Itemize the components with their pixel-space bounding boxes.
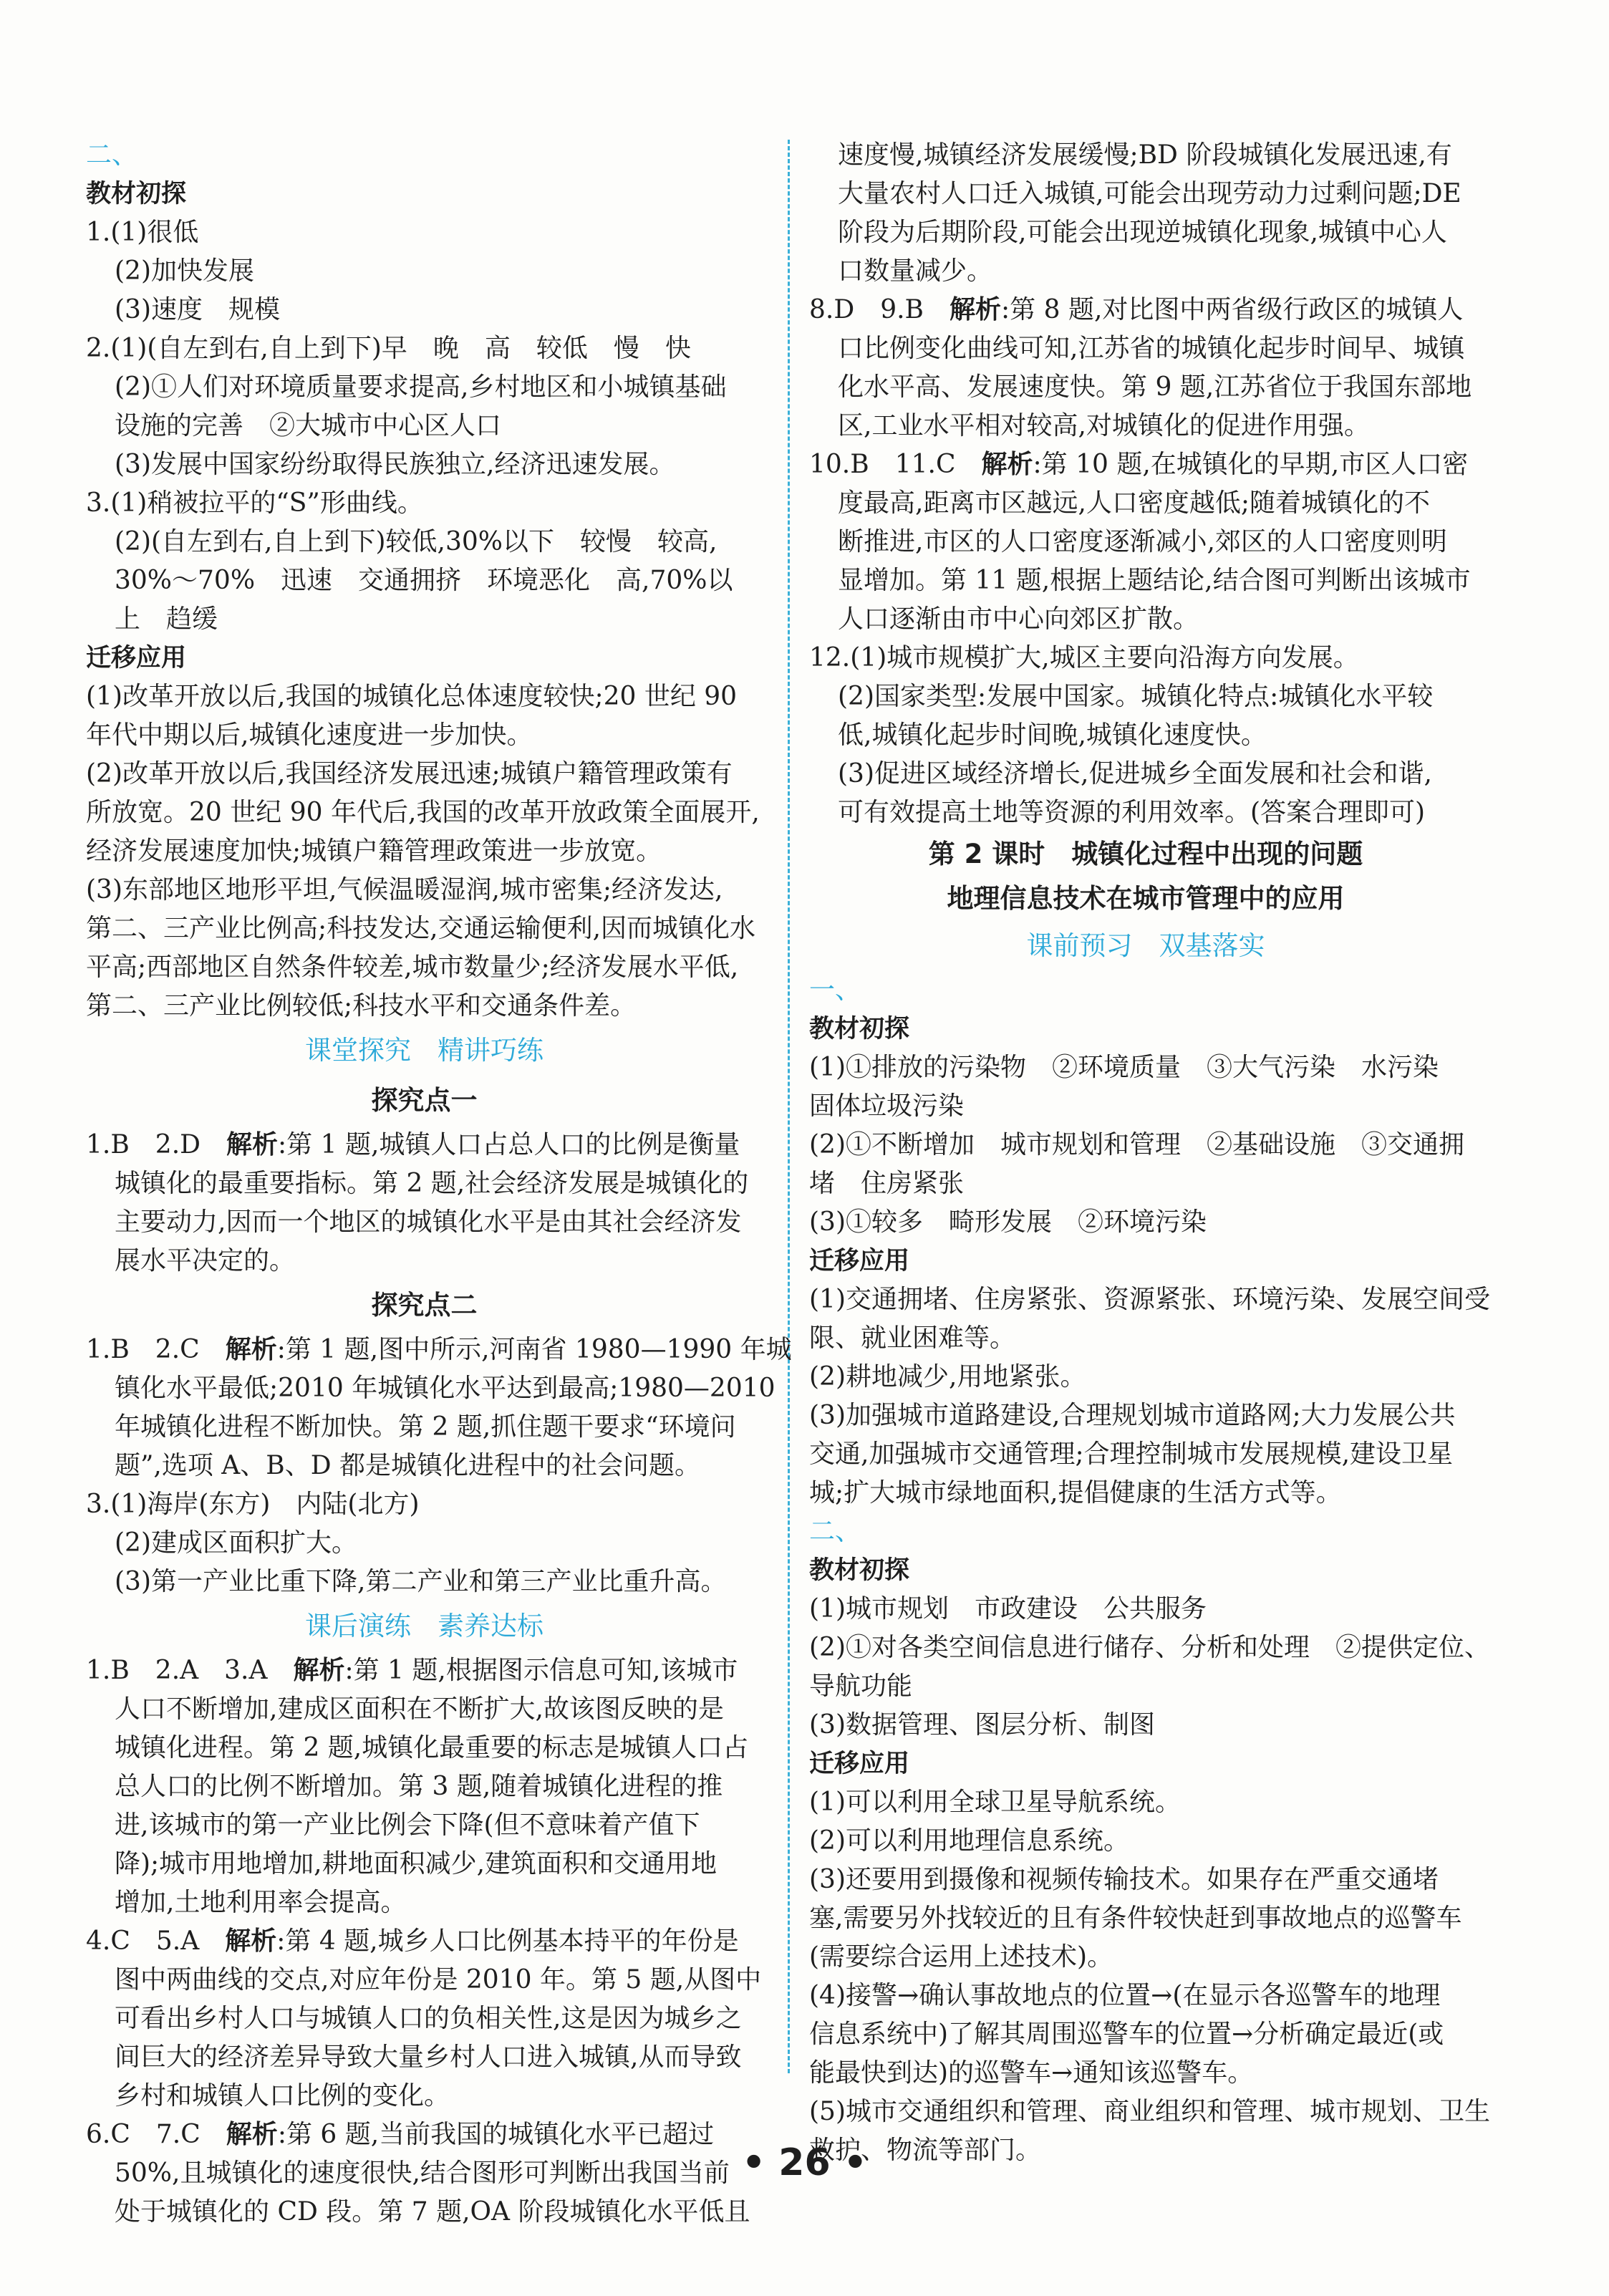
analysis-label: 解析 [293, 1656, 345, 1685]
answer-line: 12.(1)城市规模扩大,城区主要向沿海方向发展。 [809, 643, 1359, 672]
answer-line [86, 1651, 763, 1690]
answer-line: (2)建成区面积扩大。 [115, 1528, 357, 1558]
answer-line: (需要综合运用上述技术)。 [809, 1942, 1113, 1972]
answer-line: 断推进,市区的人口密度逐渐减小,郊区的人口密度则明 [838, 527, 1447, 556]
answer-line: (5)城市交通组织和管理、商业组织和管理、城市规划、卫生 [809, 2097, 1490, 2126]
answer-key: 10.B 11.C [809, 450, 982, 479]
subsection-heading: 迁移应用 [86, 644, 187, 672]
answer-line: (2)加快发展 [115, 256, 254, 286]
answer-line: 50%,且城镇化的速度很快,结合图形可判断出我国当前 [115, 2158, 730, 2188]
answer-line: (3)还要用到摄像和视频传输技术。如果存在严重交通堵 [809, 1865, 1439, 1894]
answer-line: (3)第一产业比重下降,第二产业和第三产业比重升高。 [115, 1567, 727, 1596]
left-column [86, 136, 792, 2232]
section-heading: 二、 [86, 140, 138, 170]
subsection-heading: 教材初探 [86, 180, 187, 208]
answer-line: (3)数据管理、图层分析、制图 [809, 1710, 1155, 1740]
section-banner: 课堂探究 精讲巧练 [305, 1035, 543, 1066]
section-banner: 课前预习 双基落实 [1026, 930, 1265, 961]
answer-line [86, 1331, 792, 1369]
right-column [809, 136, 1490, 2170]
section-heading: 一、 [809, 975, 861, 1005]
answer-line: (1)改革开放以后,我国的城镇化总体速度较快;20 世纪 90 [86, 682, 738, 711]
answer-line: 1.(1)很低 [86, 218, 199, 247]
answer-key: 8.D 9.B [809, 295, 950, 324]
answer-line: 年城镇化进程不断加快。第 2 题,抓住题干要求“环境问 [115, 1412, 736, 1442]
answer-line: 第二、三产业比例较低;科技水平和交通条件差。 [86, 991, 637, 1021]
analysis-text: :第 1 题,城镇人口占总人口的比例是衡量 [278, 1130, 740, 1159]
answer-key: 1.B 2.D [86, 1130, 227, 1159]
section-heading: 二、 [809, 1517, 861, 1546]
analysis-label: 解析 [226, 2120, 278, 2149]
answer-line: 3.(1)稍被拉平的“S”形曲线。 [86, 488, 423, 518]
answer-line: 城;扩大城市绿地面积,提倡健康的生活方式等。 [809, 1478, 1342, 1508]
analysis-label: 解析 [225, 1926, 277, 1956]
analysis-label: 解析 [981, 450, 1033, 479]
answer-line: 平高;西部地区自然条件较差,城市数量少;经济发展水平低, [86, 952, 739, 982]
answer-line: 阶段为后期阶段,可能会出现逆城镇化现象,城镇中心人 [838, 218, 1447, 247]
subsection-heading: 迁移应用 [809, 1750, 910, 1778]
answer-line: 能最快到达)的巡警车→通知该巡警车。 [809, 2058, 1254, 2088]
answer-line: 总人口的比例不断增加。第 3 题,随着城镇化进程的推 [115, 1772, 723, 1801]
answer-line [86, 1922, 763, 1961]
answer-line: 度最高,距离市区越远,人口密度越低;随着城镇化的不 [838, 488, 1431, 518]
answer-line: 镇化水平最低;2010 年城镇化水平达到最高;1980—2010 [115, 1374, 775, 1403]
answer-line: 人口逐渐由市中心向郊区扩散。 [838, 604, 1199, 634]
answer-line: (2)①对各类空间信息进行储存、分析和处理 ②提供定位、 [809, 1633, 1490, 1662]
section-banner: 课后演练 素养达标 [305, 1611, 543, 1641]
answer-line: 区,工业水平相对较高,对城镇化的促进作用强。 [838, 411, 1370, 440]
column-divider [788, 140, 790, 2073]
answer-line: (1)①排放的污染物 ②环境质量 ③大气污染 水污染 [809, 1053, 1439, 1082]
answer-line: 城镇化的最重要指标。第 2 题,社会经济发展是城镇化的 [115, 1169, 749, 1198]
point-heading: 探究点一 [371, 1085, 478, 1116]
answer-line: (1)可以利用全球卫星导航系统。 [809, 1788, 1181, 1817]
answer-line: 限、就业困难等。 [809, 1323, 1016, 1353]
answer-line: (2)可以利用地理信息系统。 [809, 1826, 1129, 1856]
answer-line: (3)①较多 畸形发展 ②环境污染 [809, 1207, 1207, 1237]
answer-line: 化水平高、发展速度快。第 9 题,江苏省位于我国东部地 [838, 372, 1472, 402]
answer-line: (3)速度 规模 [115, 295, 280, 324]
answer-line: 固体垃圾污染 [809, 1091, 965, 1121]
point-heading: 探究点二 [371, 1290, 478, 1321]
answer-key: 1.B 2.C [86, 1335, 226, 1364]
answer-line: 间巨大的经济差异导致大量乡村人口进入城镇,从而导致 [115, 2042, 742, 2072]
answer-line: 2.(1)(自左到右,自上到下)早 晚 高 较低 慢 快 [86, 334, 691, 363]
answer-line: 进,该城市的第一产业比例会下降(但不意味着产值下 [115, 1810, 700, 1840]
answer-line: 大量农村人口迁入城镇,可能会出现劳动力过剩问题;DE [838, 179, 1461, 208]
answer-line: 处于城镇化的 CD 段。第 7 题,OA 阶段城镇化水平低且 [115, 2197, 750, 2227]
answer-line [809, 445, 1482, 484]
analysis-label: 解析 [226, 1130, 279, 1159]
subsection-heading: 迁移应用 [809, 1247, 910, 1275]
answer-line: 第二、三产业比例高;科技发达,交通运输便利,因而城镇化水 [86, 914, 756, 943]
answer-line: 导航功能 [809, 1672, 913, 1701]
answer-line: 增加,土地利用率会提高。 [115, 1888, 407, 1917]
answer-key: 6.C 7.C [86, 2120, 226, 2149]
answer-line: 经济发展速度加快;城镇户籍管理政策进一步放宽。 [86, 836, 662, 866]
answer-line: 人口不断增加,建成区面积在不断扩大,故该图反映的是 [115, 1694, 724, 1724]
lesson-subtitle: 地理信息技术在城市管理中的应用 [947, 883, 1345, 914]
answer-line: 降);城市用地增加,耕地面积减少,建筑面积和交通用地 [115, 1849, 717, 1878]
answer-line: (2)改革开放以后,我国经济发展迅速;城镇户籍管理政策有 [86, 759, 733, 788]
answer-line: 塞,需要另外找较近的且有条件较快赶到事故地点的巡警车 [809, 1904, 1462, 1933]
answer-line: (2)(自左到右,自上到下)较低,30%以下 较慢 较高, [115, 527, 717, 556]
page-number: • 26 • [741, 2141, 868, 2184]
answer-line: 上 趋缓 [115, 604, 218, 634]
answer-line: 展水平决定的。 [115, 1246, 296, 1275]
analysis-label: 解析 [950, 295, 1002, 324]
answer-line: 可看出乡村人口与城镇人口的负相关性,这是因为城乡之 [115, 2004, 742, 2033]
answer-line: 3.(1)海岸(东方) 内陆(北方) [86, 1490, 420, 1519]
answer-line: (3)东部地区地形平坦,气候温暖湿润,城市密集;经济发达, [86, 875, 723, 905]
answer-line: 显增加。第 11 题,根据上题结论,结合图可判断出该城市 [838, 566, 1471, 595]
lesson-title: 第 2 课时 城镇化过程中出现的问题 [928, 839, 1363, 869]
answer-line: 图中两曲线的交点,对应年份是 2010 年。第 5 题,从图中 [115, 1965, 762, 1994]
answer-line: 低,城镇化起步时间晚,城镇化速度快。 [838, 720, 1267, 750]
answer-line: 救护、物流等部门。 [809, 2136, 1042, 2165]
answer-line: 口比例变化曲线可知,江苏省的城镇化起步时间早、城镇 [838, 334, 1465, 363]
answer-line: (2)①不断增加 城市规划和管理 ②基础设施 ③交通拥 [809, 1130, 1464, 1159]
analysis-text: :第 1 题,图中所示,河南省 1980—1990 年城 [276, 1335, 792, 1364]
answer-line [809, 291, 1482, 329]
answer-line: 速度慢,城镇经济发展缓慢;BD 阶段城镇化发展迅速,有 [838, 140, 1452, 170]
answer-line: (4)接警→确认事故地点的位置→(在显示各巡警车的地理 [809, 1981, 1441, 2010]
answer-key: 4.C 5.A [86, 1926, 226, 1956]
analysis-label: 解析 [225, 1335, 277, 1364]
answer-line: (3)促进区域经济增长,促进城乡全面发展和社会和谐, [838, 759, 1432, 788]
answer-line: 题”,选项 A、B、D 都是城镇化进程中的社会问题。 [115, 1451, 701, 1480]
answer-line: (1)交通拥堵、住房紧张、资源紧张、环境污染、发展空间受 [809, 1285, 1490, 1314]
answer-line: 堵 住房紧张 [809, 1169, 965, 1198]
answer-line: 口数量减少。 [838, 256, 993, 286]
answer-line: (3)发展中国家纷纷取得民族独立,经济迅速发展。 [115, 450, 675, 479]
answer-line: 城镇化进程。第 2 题,城镇化最重要的标志是城镇人口占 [115, 1733, 749, 1762]
subsection-heading: 教材初探 [809, 1015, 910, 1043]
analysis-text: :第 8 题,对比图中两省级行政区的城镇人 [1001, 295, 1464, 324]
analysis-text: :第 1 题,根据图示信息可知,该城市 [344, 1656, 738, 1685]
answer-line: (2)国家类型:发展中国家。城镇化特点:城镇化水平较 [838, 682, 1434, 711]
analysis-text: :第 10 题,在城镇化的早期,市区人口密 [1033, 450, 1469, 479]
answer-line: 可有效提高土地等资源的利用效率。(答案合理即可) [838, 798, 1426, 827]
answer-line: (1)城市规划 市政建设 公共服务 [809, 1594, 1207, 1624]
answer-line: 交通,加强城市交通管理;合理控制城市发展规模,建设卫星 [809, 1439, 1454, 1469]
answer-line: 30%～70% 迅速 交通拥挤 环境恶化 高,70%以 [115, 566, 733, 595]
answer-line [86, 1126, 763, 1164]
answer-line: (2)耕地减少,用地紧张。 [809, 1362, 1086, 1391]
analysis-text: :第 4 题,城乡人口比例基本持平的年份是 [276, 1926, 739, 1956]
answer-line: (2)①人们对环境质量要求提高,乡村地区和小城镇基础 [115, 372, 727, 402]
answer-line: 设施的完善 ②大城市中心区人口 [115, 411, 502, 440]
answer-line: 信息系统中)了解其周围巡警车的位置→分析确定最近(或 [809, 2020, 1444, 2049]
analysis-text: :第 6 题,当前我国的城镇化水平已超过 [277, 2120, 715, 2149]
answer-line: 主要动力,因而一个地区的城镇化水平是由其社会经济发 [115, 1207, 742, 1237]
answer-line: 年代中期以后,城镇化速度进一步加快。 [86, 720, 533, 750]
subsection-heading: 教材初探 [809, 1556, 910, 1585]
answer-line: (3)加强城市道路建设,合理规划城市道路网;大力发展公共 [809, 1401, 1456, 1430]
answer-key: 1.B 2.A 3.A [86, 1656, 294, 1685]
answer-line: 乡村和城镇人口比例的变化。 [115, 2081, 450, 2111]
answer-line: 所放宽。20 世纪 90 年代后,我国的改革开放政策全面展开, [86, 798, 760, 827]
